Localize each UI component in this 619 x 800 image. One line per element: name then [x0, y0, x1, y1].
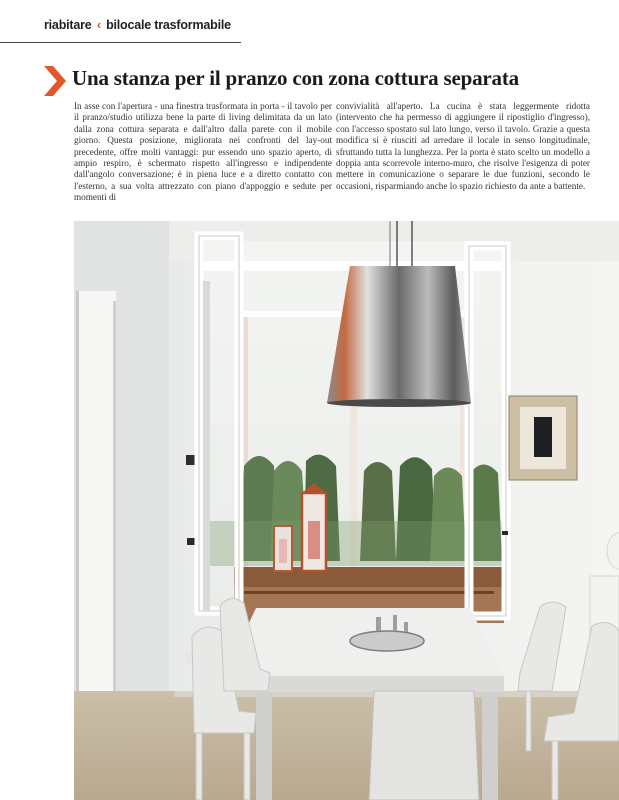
section-name: riabitare	[44, 18, 92, 32]
dining-room-photo	[74, 221, 619, 800]
section-header	[44, 18, 231, 32]
chevron-left-icon: ‹	[96, 18, 101, 32]
chevron-right-icon	[44, 66, 66, 96]
article-headline: Una stanza per il pranzo con zona cottura separata	[72, 66, 519, 90]
header-rule	[0, 42, 241, 43]
section-subtitle: bilocale trasformabile	[106, 18, 231, 32]
body-column-1: In asse con l'apertura - una finestra trasformata in porta - il tavolo per il pranzo/studio utilizza bene la parte di living delimitata da un lato dalla zona cottura separata e dall'altro dalla parete con il mobile giorno. Questa posizione, migliorata nei confronti del lay-out precedente, offre molti vantaggi: pur essendo uno spazio aperto, di ampio respiro, è schermato rispetto all'ingresso e indipendente dall'angolo conversazione; è in piena luce e a diretto contatto con l'esterno, a sua volta attrezzato con piano d'appoggio e sedute per momenti di	[74, 101, 332, 203]
body-column-2: convivialità all'aperto. La cucina è stata leggermente ridotta (intervento che ha permesso di aggiungere il ripostiglio d'ingresso), con l'accesso spostato sul lato lungo, verso il tavolo. Grazie a questa modifica si è riusciti ad arredare il locale in senso longitudinale, sfruttando tutta la lunghezza. Per la porta è stato scelto un modello a doppia anta scorrevole interno-muro, che risolve l'esigenza di poter mettere in comunicazione o separare le due funzioni, secondo le occasioni, risparmiando anche lo spazio richiesto da ante a battente.	[336, 101, 590, 191]
